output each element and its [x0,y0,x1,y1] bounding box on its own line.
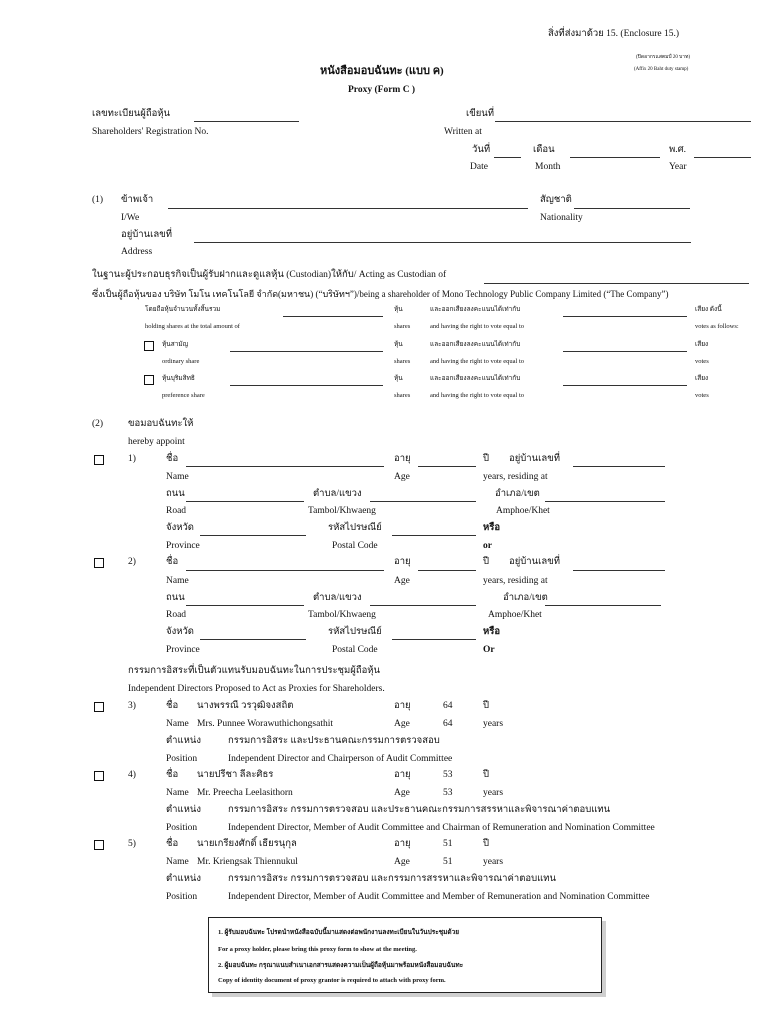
ordinary-share-label-thai: หุ้นสามัญ [162,341,189,348]
director-4-name-label-thai: ชื่อ [166,770,179,780]
preference-unit-thai: หุ้น [394,375,403,382]
proxy-2-residing-label-thai: อยู่บ้านเลขที่ [509,557,560,567]
stamp-note-english: (Affix 20 Baht duty stamp) [634,67,689,72]
director-3-checkbox[interactable] [94,702,104,712]
address-label-english: Address [121,247,153,257]
ordinary-unit-english: shares [394,358,411,365]
ordinary-votes-field[interactable] [563,351,687,352]
registration-number-field[interactable] [194,121,299,122]
proxy-1-tambol-field[interactable] [370,501,476,502]
proxy-1-postal-label-thai: รหัสไปรษณีย์ [328,523,382,533]
ordinary-votes-unit-english: votes [695,358,709,365]
ordinary-votes-unit-thai: เสียง [695,341,709,348]
year-label-thai: พ.ศ. [669,145,687,155]
proxy-1-years-label-thai: ปี [483,454,490,464]
proxy-2-postal-label-thai: รหัสไปรษณีย์ [328,627,382,637]
preference-vote-label-thai: และออกเสียงลงคะแนนได้เท่ากับ [430,375,521,382]
proxy-1-checkbox[interactable] [94,455,104,465]
director-3-number: 3) [128,701,136,711]
proxy-1-residing-label-thai: อยู่บ้านเลขที่ [509,454,560,464]
preference-vote-label-english: and having the right to vote equal to [430,392,525,399]
proxy-2-or-label-thai: หรือ [483,627,501,637]
total-shares-unit-english: shares [394,323,411,330]
proxy-2-name-label-thai: ชื่อ [166,557,179,567]
proxy-1-province-field[interactable] [200,535,306,536]
written-at-field[interactable] [495,121,751,122]
i-we-label-thai: ข้าพเจ้า [121,195,154,205]
proxy-1-province-label-english: Province [166,541,200,551]
proxy-2-road-label-english: Road [166,610,187,620]
proxy-2-age-label-thai: อายุ [394,557,411,567]
proxy-1-age-label-english: Age [394,472,410,482]
i-we-label-english: I/We [121,213,140,223]
custodian-of-field[interactable] [484,283,749,284]
proxy-1-age-label-thai: อายุ [394,454,411,464]
director-3-name-thai: นางพรรณี วรวุฒิจงสถิต [197,701,294,711]
director-4-checkbox[interactable] [94,771,104,781]
total-votes-unit-english: votes as follows: [695,323,739,330]
director-5-age-label-thai: อายุ [394,839,411,849]
total-shares-unit-thai: หุ้น [394,306,403,313]
month-field[interactable] [570,157,660,158]
proxy-1-tambol-label-english: Tambol/Khwaeng [308,506,376,516]
proxy-1-road-label-thai: ถนน [166,489,185,499]
director-3-years-label-english: years [483,719,504,729]
total-shares-label-thai: โดยถือหุ้นจำนวนทั้งสิ้นรวม [145,306,221,313]
director-4-age-label-english: Age [394,788,410,798]
date-label-english: Date [470,162,488,172]
year-field[interactable] [694,157,751,158]
proxy-1-house-number-field[interactable] [573,466,665,467]
date-label-thai: วันที่ [472,145,491,155]
preference-share-label-english: preference share [162,392,205,399]
proxy-2-amphoe-field[interactable] [545,605,661,606]
proxy-2-province-label-thai: จังหวัด [166,627,194,637]
enclosure-label: สิ่งที่ส่งมาด้วย 15. (Enclosure 15.) [548,29,679,39]
proxy-1-amphoe-label-english: Amphoe/Khet [496,506,550,516]
director-5-name-thai: นายเกรียงศักดิ์ เธียรนุกุล [197,839,297,849]
proxy-2-age-field[interactable] [418,570,476,571]
total-vote-label-english: and having the right to vote equal to [430,323,525,330]
director-3-age-label-english: Age [394,719,410,729]
proxy-2-tambol-label-thai: ตำบล/แขวง [313,593,362,603]
director-5-years-label-english: years [483,857,504,867]
director-4-name-thai: นายปรีชา ลีละศิธร [197,770,274,780]
director-3-years-label-thai: ปี [483,701,490,711]
director-3-age-thai: 64 [443,701,453,711]
grantor-address-field[interactable] [194,242,691,243]
director-4-position-label-thai: ตำแหน่ง [166,805,202,815]
proxy-2-tambol-label-english: Tambol/Khwaeng [308,610,376,620]
director-4-age-thai: 53 [443,770,453,780]
ordinary-unit-thai: หุ้น [394,341,403,348]
director-5-number: 5) [128,839,136,849]
proxy-1-residing-label-english: years, residing at [483,472,548,482]
proxy-1-postal-label-english: Postal Code [332,541,378,551]
appoint-label-english: hereby appoint [128,437,185,447]
proxy-1-amphoe-label-thai: อำเภอ/เขต [495,489,540,499]
preference-unit-english: shares [394,392,411,399]
director-5-age-label-english: Age [394,857,410,867]
director-3-position-label-english: Position [166,754,198,764]
director-5-name-english: Mr. Kriengsak Thiennukul [197,857,298,867]
nationality-label-thai: สัญชาติ [540,195,572,205]
proxy-2-residing-label-english: years, residing at [483,576,548,586]
appoint-label-thai: ขอมอบฉันทะให้ [128,419,194,429]
director-5-checkbox[interactable] [94,840,104,850]
written-at-label-english: Written at [444,127,482,137]
section-1-number: (1) [92,195,104,205]
registration-label-thai: เลขทะเบียนผู้ถือหุ้น [92,109,171,119]
month-label-english: Month [535,162,561,172]
proxy-1-or-label-english: or [483,541,492,551]
director-3-position-english: Independent Director and Chairperson of Audit Committee [228,754,453,764]
note-2-thai: 2. ผู้มอบฉันทะ กรุณาแนบสำเนาเอกสารแสดงความเป็นผู้ถือหุ้นมาพร้อมหนังสือมอบฉันทะ [218,962,464,969]
director-5-name-label-thai: ชื่อ [166,839,179,849]
date-field[interactable] [494,157,521,158]
director-3-position-label-thai: ตำแหน่ง [166,736,202,746]
director-3-position-thai: กรรมการอิสระ และประธานคณะกรรมการตรวจสอบ [228,736,440,746]
proxy-1-name-field[interactable] [186,466,384,467]
proxy-2-amphoe-label-thai: อำเภอ/เขต [503,593,548,603]
director-5-age-english: 51 [443,857,453,867]
director-3-age-label-thai: อายุ [394,701,411,711]
proxy-2-years-label-thai: ปี [483,557,490,567]
proxy-2-amphoe-label-english: Amphoe/Khet [488,610,542,620]
stamp-note-thai: (ปิดอากรแสตมป์ 20 บาท) [636,55,691,60]
proxy-2-province-field[interactable] [200,639,306,640]
director-4-name-english: Mr. Preecha Leelasithorn [197,788,293,798]
proxy-1-name-label-thai: ชื่อ [166,454,179,464]
director-4-number: 4) [128,770,136,780]
proxy-2-number: 2) [128,557,136,567]
directors-heading-thai: กรรมการอิสระที่เป็นตัวแทนรับมอบฉันทะในการประชุมผู้ถือหุ้น [128,666,381,676]
director-4-age-label-thai: อายุ [394,770,411,780]
director-4-position-thai: กรรมการอิสระ กรรมการตรวจสอบ และประธานคณะกรรมการสรรหาและพิจารณาค่าตอบแทน [228,805,611,815]
preference-share-checkbox[interactable] [144,375,154,385]
ordinary-share-label-english: ordinary share [162,358,200,365]
proxy-2-postal-label-english: Postal Code [332,645,378,655]
note-1-thai: 1. ผู้รับมอบฉันทะ โปรดนำหนังสือฉบับนี้มาแสดงต่อพนักงานลงทะเบียนในวันประชุมด้วย [218,929,460,936]
proxy-1-number: 1) [128,454,136,464]
director-4-years-label-english: years [483,788,504,798]
proxy-2-tambol-field[interactable] [370,605,476,606]
proxy-1-postal-field[interactable] [392,535,476,536]
note-2-english: Copy of identity document of proxy grantor is required to attach with proxy form. [218,977,446,984]
director-4-name-label-english: Name [166,788,189,798]
director-5-position-english: Independent Director, Member of Audit Committee and Member of Remuneration and Nomination Committee [228,892,650,902]
director-3-age-english: 64 [443,719,453,729]
total-votes-field[interactable] [563,316,687,317]
directors-heading-english: Independent Directors Proposed to Act as Proxies for Shareholders. [128,684,385,694]
ordinary-vote-label-thai: และออกเสียงลงคะแนนได้เท่ากับ [430,341,521,348]
director-4-years-label-thai: ปี [483,770,490,780]
total-votes-unit-thai: เสียง ดังนี้ [695,306,722,313]
director-3-name-label-thai: ชื่อ [166,701,179,711]
shareholder-line: ซึ่งเป็นผู้ถือหุ้นของ บริษัท โมโน เทคโนโลยี จำกัด(มหาชน) (“บริษัทฯ”)/being a shareholder of Mono Technology Public Company Limited (“The Company”) [92,289,669,299]
proxy-1-or-label-thai: หรือ [483,523,501,533]
ordinary-shares-field[interactable] [230,351,383,352]
director-5-position-label-thai: ตำแหน่ง [166,874,202,884]
director-5-age-thai: 51 [443,839,453,849]
nationality-field[interactable] [574,208,690,209]
preference-votes-field[interactable] [563,385,687,386]
proxy-1-age-field[interactable] [418,466,476,467]
director-4-position-label-english: Position [166,823,198,833]
proxy-1-road-field[interactable] [186,501,304,502]
total-vote-label-thai: และออกเสียงลงคะแนนได้เท่ากับ [430,306,521,313]
proxy-2-road-field[interactable] [186,605,304,606]
proxy-2-checkbox[interactable] [94,558,104,568]
total-shares-field[interactable] [283,316,383,317]
proxy-1-tambol-label-thai: ตำบล/แขวง [313,489,362,499]
address-label-thai: อยู่บ้านเลขที่ [121,230,172,240]
preference-share-label-thai: หุ้นบุริมสิทธิ [162,375,195,382]
section-2-number: (2) [92,419,104,429]
director-3-name-english: Mrs. Punnee Worawuthichongsathit [197,719,334,729]
proxy-2-or-label-english: Or [483,645,495,655]
notes-box [208,917,602,993]
proxy-2-postal-field[interactable] [392,639,476,640]
proxy-2-province-label-english: Province [166,645,200,655]
director-4-age-english: 53 [443,788,453,798]
nationality-label-english: Nationality [540,213,583,223]
ordinary-vote-label-english: and having the right to vote equal to [430,358,525,365]
proxy-2-road-label-thai: ถนน [166,593,185,603]
director-5-name-label-english: Name [166,857,189,867]
note-1-english: For a proxy holder, please bring this proxy form to show at the meeting. [218,946,417,953]
month-label-thai: เดือน [533,145,555,155]
proxy-1-road-label-english: Road [166,506,187,516]
preference-votes-unit-english: votes [695,392,709,399]
proxy-2-age-label-english: Age [394,576,410,586]
title-thai: หนังสือมอบฉันทะ (แบบ ค) [320,65,444,77]
written-at-label-thai: เขียนที่ [466,109,495,119]
ordinary-share-checkbox[interactable] [144,341,154,351]
proxy-2-name-field[interactable] [186,570,384,571]
director-3-name-label-english: Name [166,719,189,729]
custodian-line: ในฐานะผู้ประกอบธุรกิจเป็นผู้รับฝากและดูแลหุ้น (Custodian)ให้กับ/ Acting as Custodian of [92,270,447,280]
registration-label-english: Shareholders' Registration No. [92,127,209,137]
grantor-name-field[interactable] [168,208,528,209]
title-english: Proxy (Form C ) [348,85,416,95]
director-5-years-label-thai: ปี [483,839,490,849]
director-4-position-english: Independent Director, Member of Audit Committee and Chairman of Remuneration and Nomination Committee [228,823,655,833]
proxy-1-name-label-english: Name [166,472,189,482]
preference-votes-unit-thai: เสียง [695,375,709,382]
proxy-1-province-label-thai: จังหวัด [166,523,194,533]
proxy-1-amphoe-field[interactable] [545,501,665,502]
total-shares-label-english: holding shares at the total amount of [145,323,240,330]
director-5-position-thai: กรรมการอิสระ กรรมการตรวจสอบ และกรรมการสรรหาและพิจารณาค่าตอบแทน [228,874,556,884]
year-label-english: Year [669,162,687,172]
proxy-2-house-number-field[interactable] [573,570,665,571]
preference-shares-field[interactable] [230,385,383,386]
proxy-2-name-label-english: Name [166,576,189,586]
director-5-position-label-english: Position [166,892,198,902]
